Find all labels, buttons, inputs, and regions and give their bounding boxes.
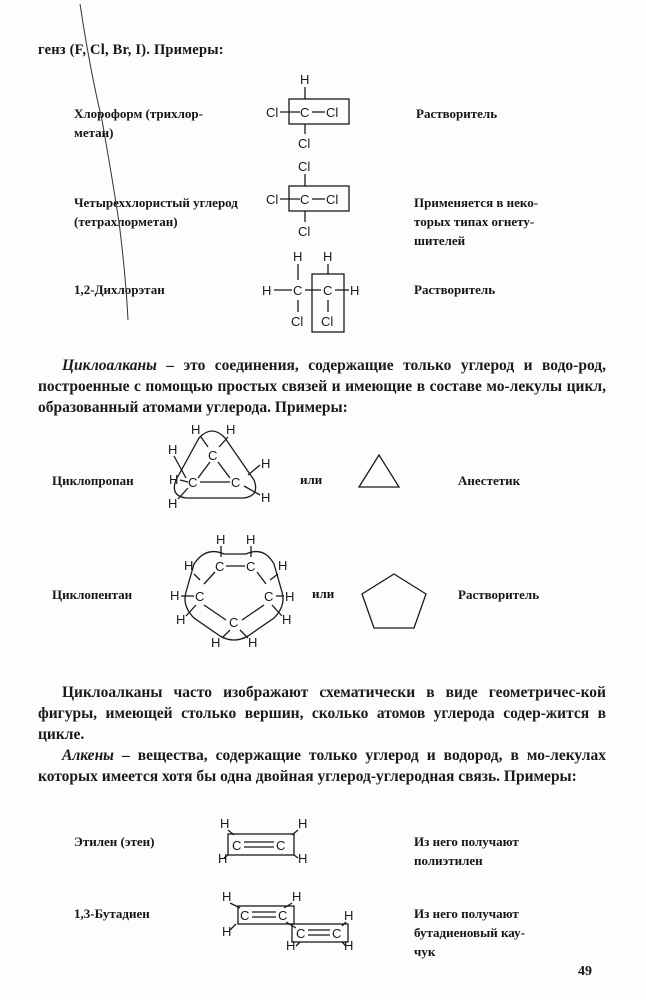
paragraph-cycloalkanes-intro (38, 355, 606, 418)
atom-c: C (276, 838, 286, 853)
atom-c: C (188, 475, 198, 490)
dichloroethane-structure (262, 245, 372, 337)
atom-h: H (170, 588, 180, 603)
atom-h: H (168, 442, 178, 457)
butadiene-structure (218, 888, 358, 953)
atom-h: H (169, 472, 179, 487)
atom-c: C (229, 615, 239, 630)
atom-cl: Cl (266, 105, 279, 120)
compound-name-ethylene: Этилен (этен) (74, 834, 155, 849)
atom-h: H (261, 456, 271, 471)
compound-name-carbon-tetrachloride: Четыреххлористый углерод (тетрахлорметан) (74, 195, 238, 229)
atom-c: C (278, 908, 288, 923)
compound-name-dichloroethane: 1,2-Дихлорэтан (74, 282, 165, 297)
page-number: 49 (578, 964, 592, 979)
atom-h: H (344, 938, 354, 953)
triangle-shape (355, 450, 405, 492)
atom-h: H (262, 283, 272, 298)
use-chloroform: Растворитель (416, 106, 498, 121)
atom-h: H (298, 851, 308, 866)
paragraph-alkenes-intro (38, 745, 606, 787)
cyclopropane-structure (168, 420, 278, 515)
atom-c: C (215, 559, 225, 574)
use-cyclopentane: Растворитель (458, 587, 540, 602)
term-alkenes: Алкены (62, 747, 114, 764)
atom-c: C (246, 559, 256, 574)
atom-h: H (226, 422, 236, 437)
atom-h: H (282, 612, 292, 627)
cyclopentane-structure (166, 532, 302, 650)
atom-h: H (292, 889, 302, 904)
atom-c: C (300, 192, 310, 207)
atom-cl: Cl (298, 224, 311, 239)
highlight-loop (174, 431, 255, 498)
atom-cl: Cl (321, 314, 334, 329)
use-carbon-tetrachloride: Применяется в неко- торых типах огнету- шителей (414, 195, 539, 248)
atom-c: C (231, 475, 241, 490)
chloroform-structure (262, 70, 362, 155)
atom-h: H (184, 558, 194, 573)
use-dichloroethane: Растворитель (414, 282, 496, 297)
text-cycloalkanes-intro: – это соединения, содержащие только углерод и водо-род, построенные с помощью простых связей и имеющие в составе мо-лекулы цикл, образованный атомами углерода. Примеры: (38, 357, 606, 416)
atom-h: H (298, 816, 308, 831)
atom-h: H (216, 532, 226, 547)
atom-h: H (323, 249, 333, 264)
atom-c: C (232, 838, 242, 853)
atom-h: H (176, 612, 186, 627)
pentagon-shape (356, 570, 432, 632)
use-butadiene: Из него получают бутадиеновый кау- чук (414, 906, 525, 959)
atom-h: H (286, 938, 296, 953)
atom-c: C (332, 926, 342, 941)
atom-cl: Cl (326, 192, 339, 207)
atom-c: C (264, 589, 274, 604)
or-label-cyclopentane: или (312, 586, 335, 601)
or-label-cyclopropane: или (300, 472, 323, 487)
atom-h: H (218, 851, 228, 866)
carbon-tetrachloride-structure (262, 155, 362, 240)
atom-h: H (285, 589, 295, 604)
atom-cl: Cl (326, 105, 339, 120)
paragraph-cycloalkanes-note: Циклоалканы часто изображают схематически в виде геометричес-кой фигуры, имеющей столько вершин, сколько атомов углерода содер-жится в цикле. (38, 684, 606, 743)
atom-h: H (293, 249, 303, 264)
atom-h: H (350, 283, 360, 298)
atom-c: C (195, 589, 205, 604)
atom-c: C (296, 926, 306, 941)
atom-h: H (168, 496, 178, 511)
atom-h: H (222, 889, 232, 904)
term-cycloalkanes: Циклоалканы (62, 357, 157, 374)
text-alkenes-intro: – вещества, содержащие только углерод и водород, в мо-лекулах которых имеется хотя бы одна двойная углерод-углеродная связь. Примеры: (38, 747, 606, 785)
atom-h: H (246, 532, 256, 547)
atom-h: H (278, 558, 288, 573)
compound-name-chloroform: Хлороформ (трихлор- метан) (74, 106, 203, 140)
atom-h: H (248, 635, 258, 650)
atom-h: H (222, 924, 232, 939)
atom-h: H (220, 816, 230, 831)
atom-cl: Cl (298, 159, 311, 174)
atom-h: H (300, 72, 310, 87)
atom-h: H (261, 490, 271, 505)
atom-cl: Cl (298, 136, 311, 151)
atom-c: C (240, 908, 250, 923)
atom-cl: Cl (291, 314, 304, 329)
compound-name-cyclopropane: Циклопропан (52, 473, 134, 488)
use-ethylene: Из него получают полиэтилен (414, 834, 519, 868)
section-header: генз (F, Cl, Br, I). Примеры: (38, 42, 224, 58)
atom-h: H (344, 908, 354, 923)
ethylene-structure (214, 815, 314, 865)
atom-c: C (293, 283, 303, 298)
atom-h: H (191, 422, 201, 437)
atom-c: C (208, 448, 218, 463)
compound-name-cyclopentane: Циклопентан (52, 587, 133, 602)
compound-name-butadiene: 1,3-Бутадиен (74, 906, 150, 921)
atom-h: H (211, 635, 221, 650)
atom-cl: Cl (266, 192, 279, 207)
atom-c: C (323, 283, 333, 298)
use-cyclopropane: Анестетик (458, 473, 521, 488)
atom-c: C (300, 105, 310, 120)
